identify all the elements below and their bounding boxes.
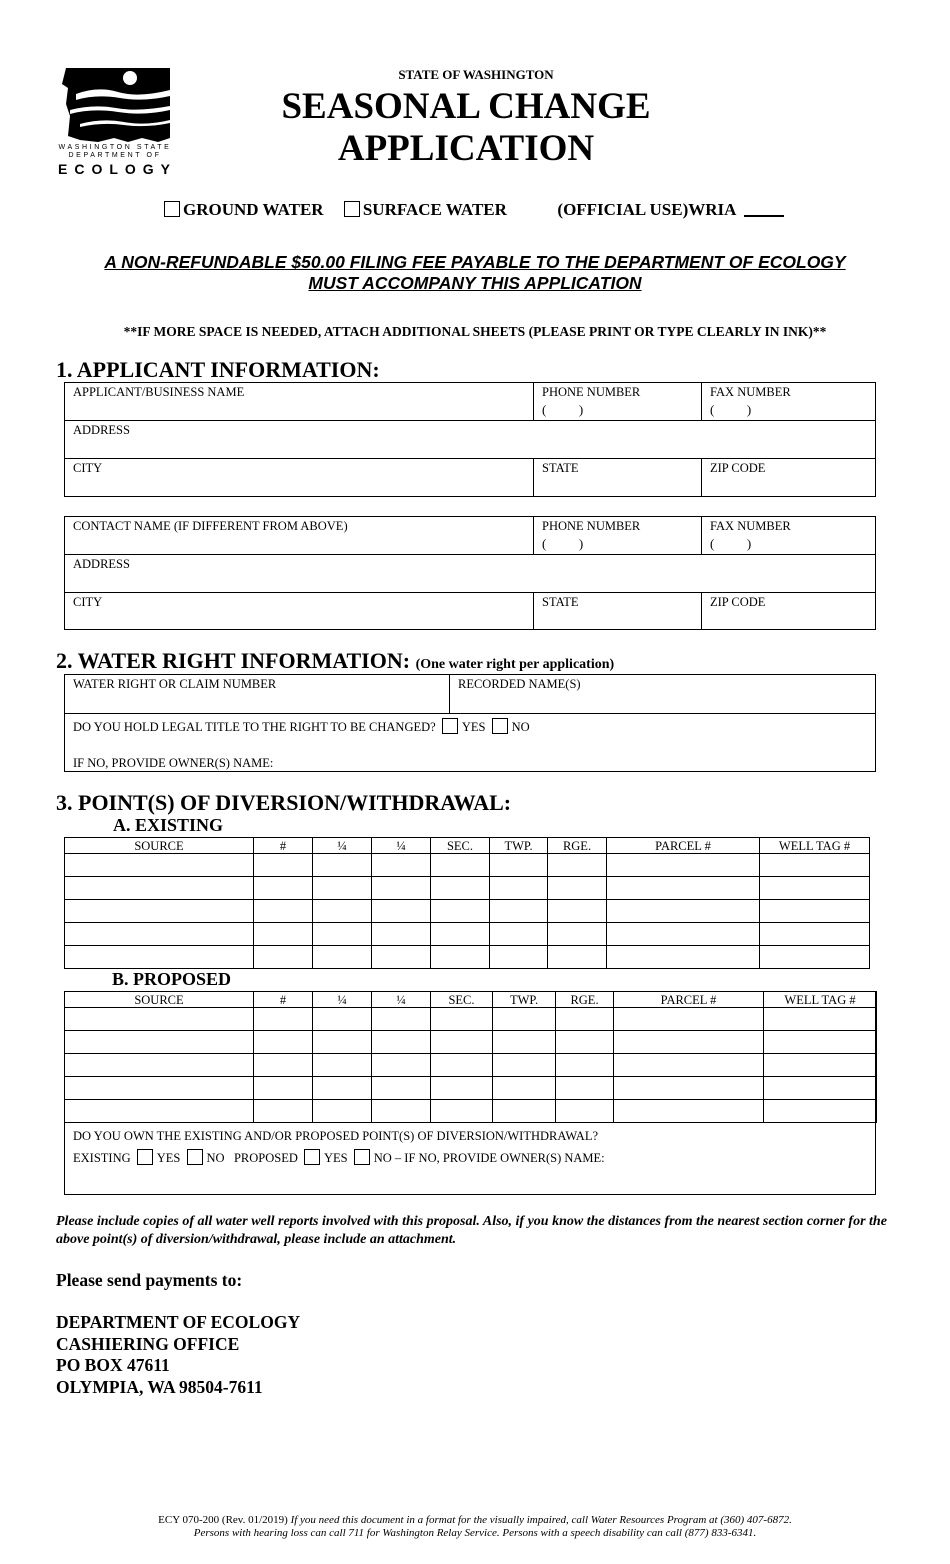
logo-line-ecology: ECOLOGY [58, 161, 178, 177]
table-cell[interactable] [313, 854, 372, 877]
accessibility-note: If you need this document in a format for the visually impaired, call Water Resources Program at (360) 407-6872. [290, 1514, 792, 1526]
wria-field[interactable] [744, 215, 784, 217]
table-cell[interactable] [614, 1031, 764, 1054]
table-cell[interactable] [764, 1054, 877, 1077]
section-2-subtitle: (One water right per application) [415, 657, 615, 672]
applicant-state-field[interactable] [534, 459, 702, 496]
table-cell[interactable] [65, 946, 254, 969]
proposed-points-box [64, 991, 876, 1195]
proposed-points-table [64, 991, 877, 1123]
column-header-number: # [254, 838, 313, 854]
table-cell[interactable] [313, 923, 372, 946]
column-header-quarter-1: ¼ [313, 992, 372, 1008]
table-cell[interactable] [65, 1100, 254, 1123]
table-cell[interactable] [760, 854, 870, 877]
table-cell[interactable] [556, 1054, 614, 1077]
table-row [65, 854, 870, 877]
table-cell[interactable] [556, 1077, 614, 1100]
existing-no-checkbox[interactable] [187, 1149, 203, 1165]
table-cell[interactable] [614, 1100, 764, 1123]
address-label: ADDRESS [73, 423, 130, 437]
table-cell[interactable] [372, 1100, 431, 1123]
column-header-quarter-2: ¼ [372, 838, 431, 854]
surface-water-label: SURFACE WATER [362, 200, 507, 219]
water-type-row [164, 200, 784, 220]
column-header-section: SEC. [431, 838, 490, 854]
table-cell[interactable] [254, 1054, 313, 1077]
table-cell[interactable] [372, 1008, 431, 1031]
table-cell[interactable] [254, 854, 313, 877]
table-cell[interactable] [493, 1077, 556, 1100]
table-cell[interactable] [431, 1031, 493, 1054]
table-cell[interactable] [65, 877, 254, 900]
wria-label: (OFFICIAL USE)WRIA [557, 200, 737, 219]
existing-yes-label: YES [156, 1151, 181, 1165]
table-cell[interactable] [313, 946, 372, 969]
table-cell[interactable] [372, 946, 431, 969]
contact-city-field[interactable] [65, 593, 534, 629]
ground-water-label: GROUND WATER [183, 200, 324, 219]
applicant-address-field[interactable] [65, 421, 875, 459]
table-cell[interactable] [254, 900, 313, 923]
section-2-heading [56, 648, 614, 674]
table-cell[interactable] [431, 1054, 493, 1077]
table-cell[interactable] [313, 1031, 372, 1054]
column-header-well-tag: WELL TAG # [760, 838, 870, 854]
contact-state-field[interactable] [534, 593, 702, 629]
table-cell[interactable] [372, 1077, 431, 1100]
table-cell[interactable] [548, 900, 607, 923]
column-header-number: # [254, 992, 313, 1008]
ownership-existing-label: EXISTING [73, 1151, 131, 1165]
table-cell[interactable] [431, 854, 490, 877]
title-line-1: SEASONAL CHANGE [281, 86, 651, 127]
column-header-parcel: PARCEL # [607, 838, 760, 854]
table-row [65, 923, 870, 946]
applicant-zip-field[interactable] [702, 459, 875, 496]
legal-title-no-label: NO [511, 720, 530, 734]
table-row [65, 1100, 877, 1123]
table-row [65, 900, 870, 923]
applicant-info-box [64, 382, 876, 497]
table-cell[interactable] [431, 1008, 493, 1031]
state-label: STATE OF WASHINGTON [398, 67, 554, 82]
footer [40, 1514, 910, 1540]
contact-name-label: CONTACT NAME (IF DIFFERENT FROM ABOVE) [73, 519, 348, 533]
legal-title-no-checkbox[interactable] [492, 718, 508, 734]
water-right-box [64, 674, 876, 772]
table-cell[interactable] [548, 877, 607, 900]
table-cell[interactable] [431, 1100, 493, 1123]
ground-water-checkbox[interactable] [164, 201, 180, 217]
table-cell[interactable] [760, 877, 870, 900]
zip-label: ZIP CODE [710, 595, 766, 609]
existing-points-table [64, 837, 870, 969]
column-header-section: SEC. [431, 992, 493, 1008]
table-row [65, 1008, 877, 1031]
table-cell[interactable] [548, 923, 607, 946]
contact-fax-field[interactable] [702, 517, 875, 555]
table-cell[interactable] [313, 1008, 372, 1031]
table-cell[interactable] [65, 923, 254, 946]
owner-name-field[interactable] [73, 756, 273, 771]
table-cell[interactable] [490, 946, 548, 969]
footer-line-1 [40, 1514, 910, 1527]
table-cell[interactable] [764, 1031, 877, 1054]
title-line-2: APPLICATION [337, 128, 595, 169]
table-cell[interactable] [556, 1100, 614, 1123]
table-row [65, 1077, 877, 1100]
table-cell[interactable] [607, 900, 760, 923]
phone-area-code: ( ) [542, 536, 584, 551]
form-id: ECY 070-200 (Rev. 01/2019) [158, 1514, 288, 1526]
table-cell[interactable] [548, 854, 607, 877]
water-right-number-field[interactable] [65, 675, 450, 714]
table-cell[interactable] [372, 1054, 431, 1077]
column-header-source: SOURCE [65, 838, 254, 854]
city-label: CITY [73, 595, 103, 609]
table-cell[interactable] [614, 1054, 764, 1077]
phone-label: PHONE NUMBER [542, 385, 641, 399]
table-cell[interactable] [372, 877, 431, 900]
fax-area-code: ( ) [710, 536, 752, 551]
table-cell[interactable] [372, 854, 431, 877]
table-row [65, 946, 870, 969]
table-cell[interactable] [431, 923, 490, 946]
section-2-title: 2. WATER RIGHT INFORMATION: [56, 648, 411, 673]
table-cell[interactable] [493, 1054, 556, 1077]
section-1-heading: 1. APPLICANT INFORMATION: [56, 357, 380, 382]
table-cell[interactable] [254, 877, 313, 900]
table-cell[interactable] [254, 1031, 313, 1054]
address-line-2: CASHIERING OFFICE [56, 1333, 240, 1354]
phone-area-code: ( ) [542, 402, 584, 417]
contact-address-field[interactable] [65, 555, 875, 593]
address-line-4: OLYMPIA, WA 98504-7611 [56, 1376, 263, 1397]
ownership-proposed-label: PROPOSED [233, 1151, 298, 1165]
table-row [65, 1054, 877, 1077]
existing-no-label: NO [206, 1151, 225, 1165]
table-cell[interactable] [614, 1077, 764, 1100]
table-cell[interactable] [493, 1031, 556, 1054]
washington-state-logo-icon [58, 66, 172, 146]
table-cell[interactable] [254, 1008, 313, 1031]
proposed-yes-label: YES [324, 1151, 348, 1165]
table-cell[interactable] [372, 900, 431, 923]
contact-info-box [64, 516, 876, 630]
table-cell[interactable] [493, 1008, 556, 1031]
state-label: STATE [542, 461, 579, 475]
table-cell[interactable] [431, 1077, 493, 1100]
table-cell[interactable] [254, 1077, 313, 1100]
logo-line-department-of: DEPARTMENT OF [68, 152, 162, 159]
ecology-logo [58, 66, 178, 178]
column-header-quarter-1: ¼ [313, 838, 372, 854]
table-cell[interactable] [313, 1100, 372, 1123]
legal-title-row [73, 718, 530, 735]
table-cell[interactable] [254, 1100, 313, 1123]
column-header-quarter-2: ¼ [372, 992, 431, 1008]
column-header-well-tag: WELL TAG # [764, 992, 877, 1008]
table-row [65, 1031, 877, 1054]
legal-title-question: DO YOU HOLD LEGAL TITLE TO THE RIGHT TO BE CHANGED? [73, 720, 436, 734]
address-label: ADDRESS [73, 557, 130, 571]
table-cell[interactable] [313, 1077, 372, 1100]
existing-yes-checkbox[interactable] [137, 1149, 153, 1165]
payment-address [56, 1312, 300, 1398]
table-cell[interactable] [254, 946, 313, 969]
table-cell[interactable] [65, 1054, 254, 1077]
table-cell[interactable] [490, 854, 548, 877]
ownership-row [73, 1149, 605, 1166]
space-note: **IF MORE SPACE IS NEEDED, ATTACH ADDITIONAL SHEETS (PLEASE PRINT OR TYPE CLEARLY IN INK)** [123, 324, 827, 339]
relay-service-note: Persons with hearing loss can call 711 for Washington Relay Service. Persons with a speech disability can call (877) 833-6341. [193, 1527, 757, 1539]
table-cell[interactable] [254, 923, 313, 946]
owner-name-label: IF NO, PROVIDE OWNER(S) NAME: [73, 756, 274, 770]
ownership-question: DO YOU OWN THE EXISTING AND/OR PROPOSED POINT(S) OF DIVERSION/WITHDRAWAL? [73, 1129, 599, 1143]
table-cell[interactable] [556, 1031, 614, 1054]
fax-area-code: ( ) [710, 402, 752, 417]
existing-heading: A. EXISTING [113, 815, 224, 835]
section-3-heading: 3. POINT(S) OF DIVERSION/WITHDRAWAL: [56, 790, 512, 815]
applicant-fax-field[interactable] [702, 383, 875, 421]
well-report-instructions: Please include copies of all water well reports involved with this proposal. Also, if you know the distances from the nearest section corner for the above point(s) of diversion/withdrawal, please include an attachment. [56, 1214, 887, 1247]
table-cell[interactable] [431, 946, 490, 969]
table-cell[interactable] [313, 1054, 372, 1077]
table-cell[interactable] [372, 923, 431, 946]
proposed-yes-checkbox[interactable] [304, 1149, 320, 1165]
table-cell[interactable] [614, 1008, 764, 1031]
fax-label: FAX NUMBER [710, 385, 791, 399]
recorded-names-field[interactable] [450, 675, 875, 714]
contact-zip-field[interactable] [702, 593, 875, 629]
page-title [266, 86, 666, 170]
table-cell[interactable] [313, 877, 372, 900]
table-cell[interactable] [607, 923, 760, 946]
proposed-no-checkbox[interactable] [354, 1149, 370, 1165]
contact-phone-field[interactable] [534, 517, 702, 555]
applicant-phone-field[interactable] [534, 383, 702, 421]
applicant-name-field[interactable] [65, 383, 534, 421]
table-cell[interactable] [490, 900, 548, 923]
table-cell[interactable] [760, 923, 870, 946]
table-cell[interactable] [65, 900, 254, 923]
fee-notice [40, 252, 910, 294]
table-header-row [65, 838, 870, 854]
surface-water-checkbox[interactable] [344, 201, 360, 217]
table-cell[interactable] [607, 854, 760, 877]
table-cell[interactable] [764, 1100, 877, 1123]
table-cell[interactable] [548, 946, 607, 969]
logo-line-washington-state: WASHINGTON STATE [58, 144, 172, 151]
proposed-no-label: NO – IF NO, PROVIDE OWNER(S) NAME: [373, 1151, 605, 1165]
contact-name-field[interactable] [65, 517, 534, 555]
column-header-township: TWP. [493, 992, 556, 1008]
table-header-row [65, 992, 877, 1008]
table-cell[interactable] [65, 1031, 254, 1054]
table-cell[interactable] [556, 1008, 614, 1031]
table-row [65, 877, 870, 900]
table-cell[interactable] [65, 854, 254, 877]
table-cell[interactable] [431, 900, 490, 923]
table-cell[interactable] [760, 946, 870, 969]
table-cell[interactable] [490, 877, 548, 900]
column-header-parcel: PARCEL # [614, 992, 764, 1008]
fax-label: FAX NUMBER [710, 519, 791, 533]
proposed-heading: B. PROPOSED [112, 969, 232, 989]
table-cell[interactable] [65, 1077, 254, 1100]
footer-line-2 [40, 1527, 910, 1540]
table-cell[interactable] [431, 877, 490, 900]
recorded-names-label: RECORDED NAME(S) [458, 677, 581, 691]
table-cell[interactable] [764, 1077, 877, 1100]
legal-title-yes-label: YES [461, 720, 486, 734]
payment-heading: Please send payments to: [56, 1270, 243, 1290]
table-cell[interactable] [764, 1008, 877, 1031]
address-line-3: PO BOX 47611 [56, 1355, 170, 1375]
column-header-range: RGE. [556, 992, 614, 1008]
column-header-source: SOURCE [65, 992, 254, 1008]
table-cell[interactable] [607, 946, 760, 969]
table-cell[interactable] [607, 877, 760, 900]
table-cell[interactable] [65, 1008, 254, 1031]
zip-label: ZIP CODE [710, 461, 766, 475]
column-header-township: TWP. [490, 838, 548, 854]
applicant-name-label: APPLICANT/BUSINESS NAME [73, 385, 245, 399]
phone-label: PHONE NUMBER [542, 519, 641, 533]
applicant-city-field[interactable] [65, 459, 534, 496]
table-cell[interactable] [490, 923, 548, 946]
fee-notice-line-1: A NON-REFUNDABLE $50.00 FILING FEE PAYABLE TO THE DEPARTMENT OF ECOLOGY [104, 252, 846, 272]
table-cell[interactable] [372, 1031, 431, 1054]
legal-title-yes-checkbox[interactable] [442, 718, 458, 734]
column-header-range: RGE. [548, 838, 607, 854]
address-line-1: DEPARTMENT OF ECOLOGY [56, 1312, 301, 1332]
fee-notice-line-2: MUST ACCOMPANY THIS APPLICATION [308, 273, 642, 293]
city-label: CITY [73, 461, 103, 475]
table-cell[interactable] [493, 1100, 556, 1123]
state-label: STATE [542, 595, 579, 609]
water-right-number-label: WATER RIGHT OR CLAIM NUMBER [73, 677, 277, 691]
table-cell[interactable] [313, 900, 372, 923]
table-cell[interactable] [760, 900, 870, 923]
